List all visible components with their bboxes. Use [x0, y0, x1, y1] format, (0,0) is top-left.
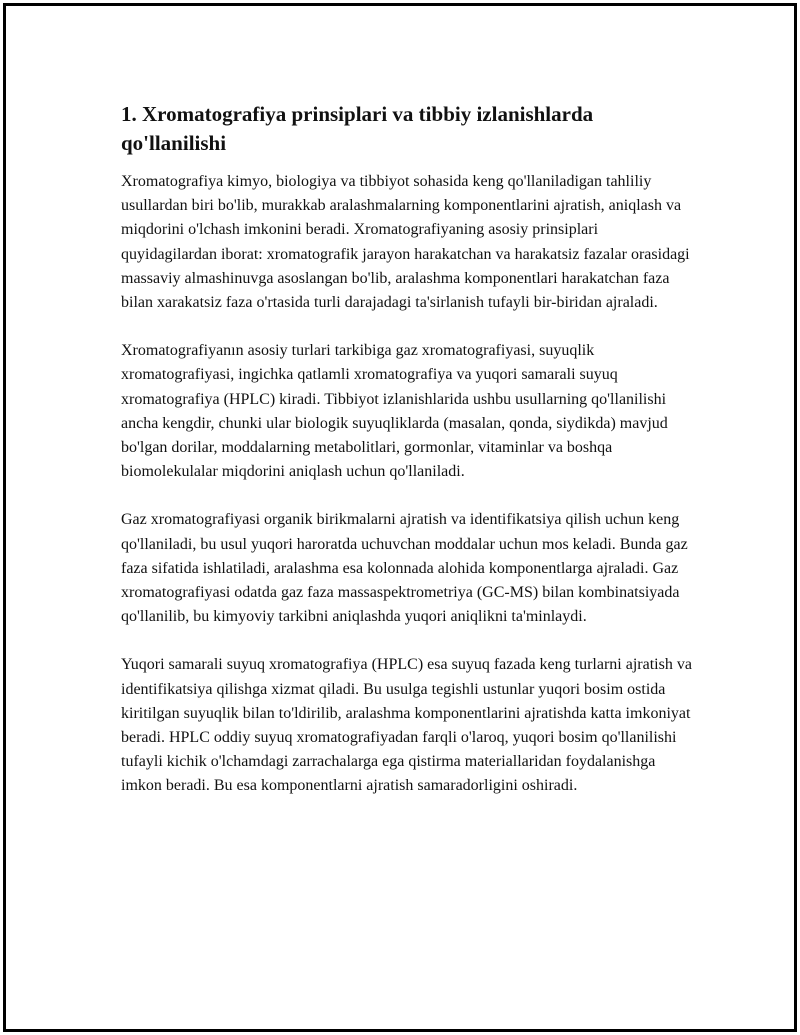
paragraph-principles: Xromatografiya kimyo, biologiya va tibbiyot sohasida keng qo'llaniladigan tahliliy usullardan biri bo'lib, murakkab aralashmalarning komponentlarini ajratish, aniqlash va miqdorini o'lchash imkonini beradi. Xromatografiyaning asosiy prinsiplari quyidagilardan iborat: xromatografik jarayon harakatchan va harakatsiz fazalar orasidagi massaviy almashinuvga asoslangan bo'lib, aralashma komponentlari harakatchan faza bilan xarakatsiz faza o'rtasida turli darajadagi ta'sirlanish tufayli bir-biridan ajraladi. [121, 173, 690, 312]
document-body [121, 100, 696, 823]
paragraph-gas-chromatography: Gaz xromatografiyasi organik birikmalarni ajratish va identifikatsiya qilish uchun keng qo'llaniladi, bu usul yuqori haroratda uchuvchan moddalar uchun mos keladi. Bunda gaz faza sifatida ishlatiladi, aralashma esa kolonnada alohida komponentlarga ajraladi. Gaz xromatografiyasi odatda gaz faza massaspektrometriya (GC-MS) bilan kombinatsiyada qo'llanilib, bu kimyoviy tarkibni aniqlashda yuqori aniqlikni ta'minlaydi. [121, 511, 688, 626]
paragraph-types: Xromatografiyanın asosiy turlari tarkibiga gaz xromatografiyasi, suyuqlik xromatografiyasi, ingichka qatlamli xromatografiya va yuqori samarali suyuq xromatografiya (HPLC) kiradi. Tibbiyot izlanishlarida ushbu usullarning qo'llanilishi ancha kengdir, chunki ular biologik suyuqliklarda (masalan, qonda, siydikda) mavjud bo'lgan dorilar, moddalarning metabolitlari, gormonlar, vitaminlar va boshqa biomolekulalar miqdorini aniqlash uchun qo'llaniladi. [121, 342, 668, 481]
page-frame [3, 3, 797, 1032]
paragraph-hplc: Yuqori samarali suyuq xromatografiya (HPLC) esa suyuq fazada keng turlarni ajratish va identifikatsiya qilishga xizmat qiladi. Bu usulga tegishli ustunlar yuqori bosim ostida kiritilgan suyuqlik bilan to'ldirilib, aralashma komponentlarini ajratishda katta imkoniyat beradi. HPLC oddiy suyuq xromatografiyadan farqli o'laroq, yuqori bosim qo'llanilishi tufayli kichik o'lchamdagi zarrachalarga ega qistirma materiallaridan foydalanishga imkon beradi. Bu esa komponentlarni ajratish samaradorligini oshiradi. [121, 656, 692, 795]
document-title: 1. Xromatografiya prinsiplari va tibbiy izlanishlarda qo'llanilishi [121, 102, 594, 155]
